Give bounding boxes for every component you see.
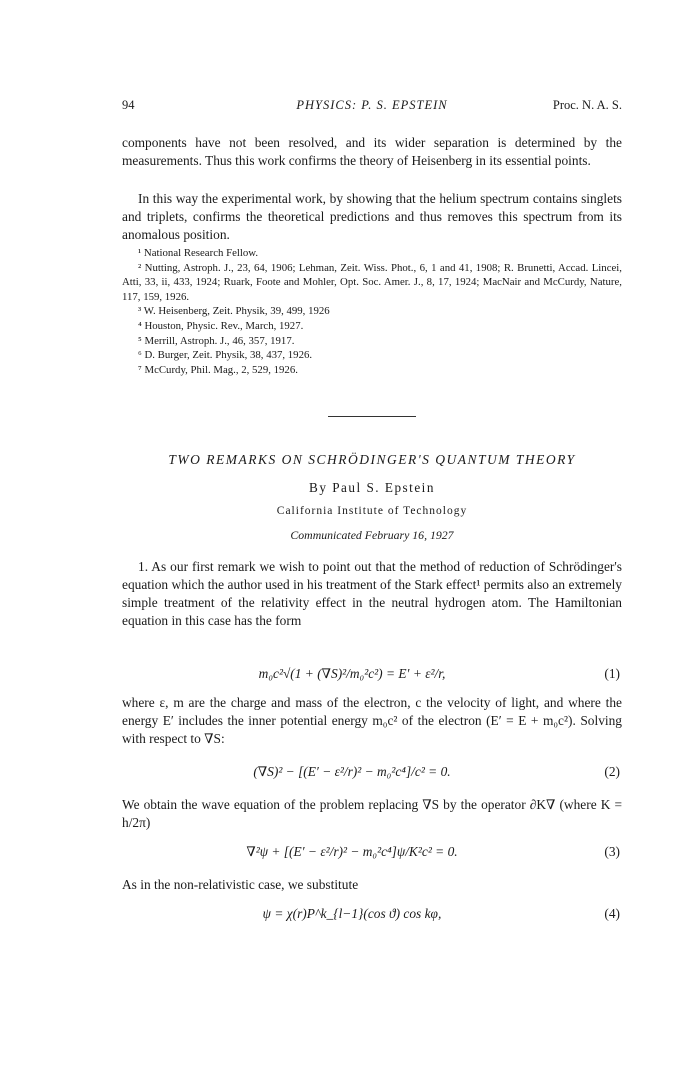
paragraph-definitions: where ε, m are the charge and mass of the electron, c the velocity of light, and where the energy E′ includes the inner potential energy m₀c² of the electron (E′ = E + m₀c²). Solving with respect to ∇S: [122, 695, 622, 746]
equation-2 [122, 764, 622, 784]
paragraph-wave-equation: We obtain the wave equation of the problem replacing ∇S by the operator ∂K∇ (where K = h/2π) [122, 797, 622, 830]
equation-1-number: (1) [604, 666, 620, 681]
equation-4-number: (4) [604, 906, 620, 921]
footnote-5: ⁵ Merrill, Astroph. J., 46, 357, 1917. [138, 334, 295, 347]
article-title: TWO REMARKS ON SCHRÖDINGER'S QUANTUM THEORY [168, 452, 576, 467]
equation-3-formula: ∇²ψ + [(E′ − ε²/r)² − m₀²c⁴]ψ/K²c² = 0. [246, 844, 458, 859]
author-institution: California Institute of Technology [276, 505, 468, 517]
equation-3-number: (3) [604, 844, 620, 859]
equation-3 [122, 844, 622, 864]
footnote-4: ⁴ Houston, Physic. Rev., March, 1927. [138, 319, 304, 332]
paragraph-continuation: components have not been resolved, and its wider separation is determined by the measurements. Thus this work confirms the theory of Heisenberg in its essential points. [122, 135, 622, 168]
equation-4 [122, 906, 622, 926]
communicated-date: Communicated February 16, 1927 [290, 528, 454, 542]
footnote-1: ¹ National Research Fellow. [138, 247, 259, 259]
paragraph-substitution: As in the non-relativistic case, we substitute [122, 877, 359, 892]
footnote-7: ⁷ McCurdy, Phil. Mag., 2, 529, 1926. [138, 363, 298, 376]
journal-name: Proc. N. A. S. [552, 98, 622, 112]
page-number: 94 [122, 98, 135, 112]
footnote-3: ³ W. Heisenberg, Zeit. Physik, 39, 499, 1926 [138, 305, 330, 318]
footnote-2: ² Nutting, Astroph. J., 23, 64, 1906; Lehman, Zeit. Wiss. Phot., 6, 1 and 41, 1908; R. Brunetti, Accad. Lincei, Atti, 33, ii, 433, 1924; Ruark, Foote and Mohler, Opt. Soc. Amer. J., 8, 17, 1924; MacNair and McCurdy, Nature, 117, 159, 1926. [122, 261, 622, 303]
footnotes [122, 246, 622, 377]
page-header [122, 98, 622, 118]
equation-2-formula: (∇S)² − [(E′ − ε²/r)² − m₀²c⁴]/c² = 0. [253, 764, 451, 779]
equation-1 [122, 666, 622, 686]
running-head: PHYSICS: P. S. EPSTEIN [296, 98, 448, 112]
footnote-6: ⁶ D. Burger, Zeit. Physik, 38, 437, 1926. [138, 349, 313, 362]
paragraph-conclusion: In this way the experimental work, by showing that the helium spectrum contains singlets and triplets, confirms the theoretical predictions and thus removes this spectrum from its anomalous position. [122, 191, 622, 242]
paragraph-remark-1: 1. As our first remark we wish to point out that the method of reduction of Schrödinger's equation which the author used in his treatment of the Stark effect¹ permits also an extremely simple treatment of the relativity effect in the neutral hydrogen atom. The Hamiltonian equation in this case has the form [122, 559, 622, 628]
equation-2-number: (2) [604, 764, 620, 779]
equation-1-formula: m₀c²√(1 + (∇S)²/m₀²c²) = E′ + ε²/r, [258, 666, 446, 681]
article-author: By Paul S. Epstein [309, 480, 435, 495]
equation-4-formula: ψ = χ(r)P^k_{l−1}(cos ϑ) cos kφ, [262, 906, 442, 921]
section-divider [328, 416, 416, 417]
